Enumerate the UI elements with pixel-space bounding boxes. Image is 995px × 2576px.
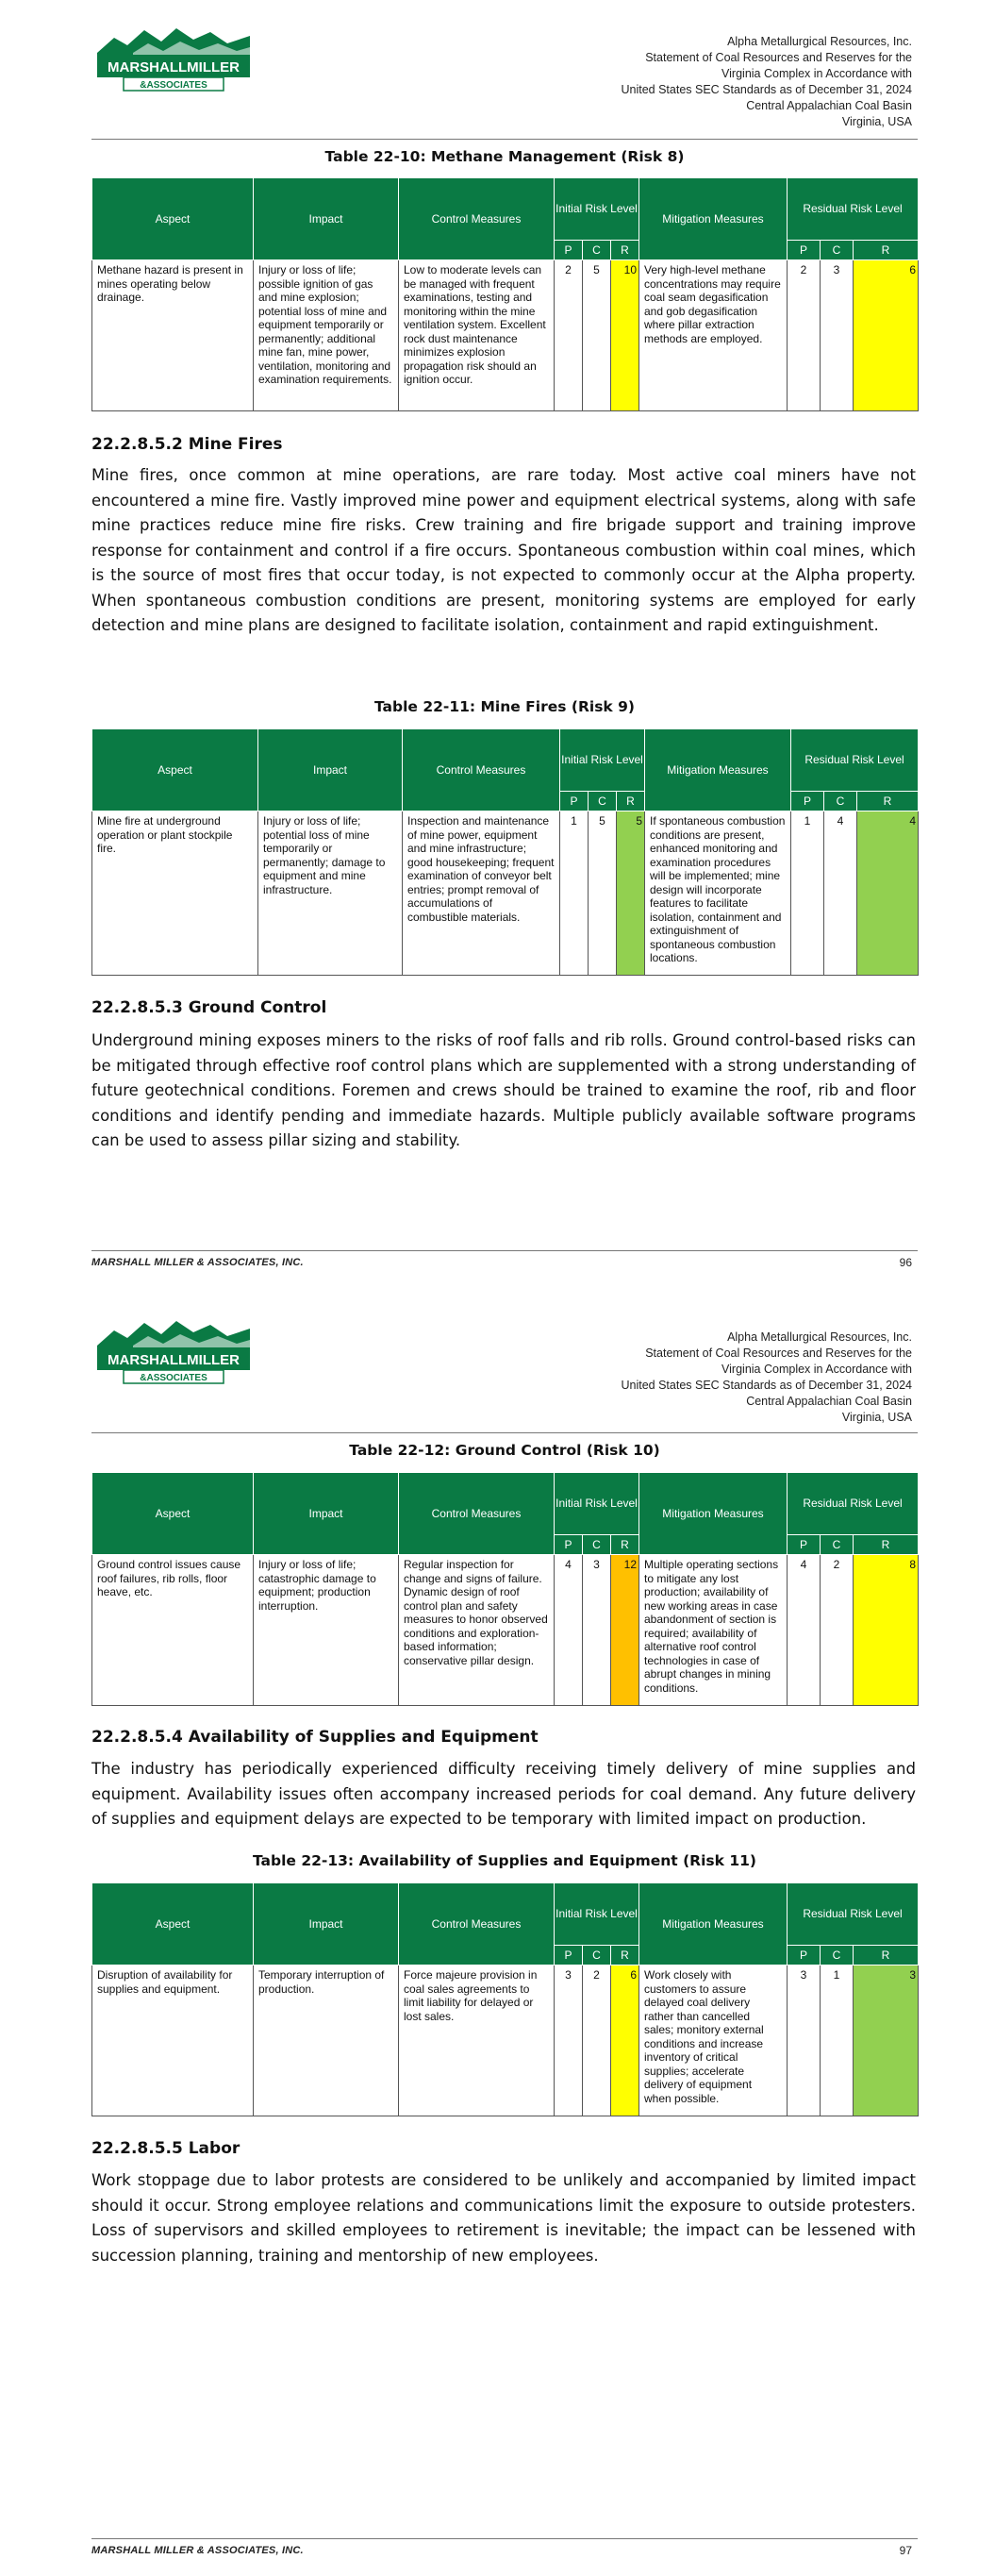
table-row — [92, 811, 919, 976]
marshall-miller-logo — [95, 25, 252, 92]
header-address — [621, 1330, 912, 1426]
header-p: P — [791, 792, 824, 811]
footer-company: MARSHALL MILLER & ASSOCIATES, INC. — [91, 1257, 304, 1268]
footer-divider — [91, 1250, 918, 1251]
header-line: Virginia Complex in Accordance with — [721, 1363, 912, 1376]
table-row — [92, 1555, 919, 1706]
cell-impact: Injury or loss of life; possible ignition of gas and mine explosion; potential loss of mine and equipment temporarily or permanently; additional mine fan, mine power, ventilation, monitoring and examination requirements. — [254, 260, 399, 411]
header-line: Statement of Coal Resources and Reserves for the — [645, 1347, 912, 1360]
header-impact: Impact — [254, 1883, 399, 1965]
header-impact: Impact — [254, 178, 399, 260]
header-p: P — [788, 1946, 821, 1965]
header-line: Central Appalachian Coal Basin — [746, 99, 912, 112]
cell-impact: Injury or loss of life; potential loss of mine temporarily or permanently; damage to equipment and mine infrastructure. — [258, 811, 403, 976]
cell-impact: Injury or loss of life; catastrophic damage to equipment; production interruption. — [254, 1555, 399, 1706]
page-number: 97 — [899, 2544, 912, 2557]
body-paragraph: Underground mining exposes miners to the risks of roof falls and rib rolls. Ground control-based risks can be mitigated through effective roof control plans which are supplemented with a strong understanding of future geotechnical conditions. Foremen and crews should be trained to examine the roof, rib and floor conditions and identify pending and immediate hazards. Multiple publicly available software programs can be used to assess pillar sizing and stability. — [91, 1031, 916, 1149]
header-r: R — [611, 1535, 639, 1555]
cell-aspect: Mine fire at underground operation or plant stockpile fire. — [92, 811, 258, 976]
cell-initial-p: 4 — [555, 1555, 583, 1706]
header-c: C — [589, 792, 617, 811]
header-mitigation: Mitigation Measures — [639, 1883, 788, 1965]
header-line: Alpha Metallurgical Resources, Inc. — [727, 1330, 912, 1344]
header-p: P — [555, 1946, 583, 1965]
body-paragraph: The industry has periodically experienced difficulty receiving timely delivery of mine supplies and equipment. Availability issues often accompany increased periods for coal demand. Any future delivery of supplies and equipment delays are expected to be temporary with limited impact on production. — [91, 1760, 916, 1828]
header-p: P — [788, 241, 821, 260]
svg-text:MARSHALLMILLER: MARSHALLMILLER — [108, 59, 240, 75]
marshall-miller-logo — [95, 1317, 252, 1385]
cell-initial-p: 3 — [555, 1965, 583, 2116]
cell-initial-p: 1 — [560, 811, 589, 976]
header-line: Central Appalachian Coal Basin — [746, 1395, 912, 1408]
table-title: Table 22-13: Availability of Supplies and Equipment (Risk 11) — [252, 1852, 757, 1869]
header-c: C — [824, 792, 857, 811]
table-title: Table 22-11: Mine Fires (Risk 9) — [373, 698, 635, 715]
header-r: R — [854, 1535, 919, 1555]
header-control-measures: Control Measures — [403, 729, 560, 811]
header-c: C — [821, 1946, 854, 1965]
header-c: C — [583, 1946, 611, 1965]
cell-residual-p: 3 — [788, 1965, 821, 2116]
cell-residual-p: 4 — [788, 1555, 821, 1706]
header-impact: Impact — [258, 729, 403, 811]
header-mitigation: Mitigation Measures — [639, 1473, 788, 1555]
table-title: Table 22-10: Methane Management (Risk 8) — [324, 148, 685, 165]
header-line: United States SEC Standards as of December 31, 2024 — [621, 83, 912, 96]
header-residual-risk: Residual Risk Level — [788, 178, 919, 241]
cell-residual-c: 2 — [821, 1555, 854, 1706]
header-c: C — [821, 1535, 854, 1555]
cell-residual-p: 2 — [788, 260, 821, 411]
cell-initial-c: 5 — [583, 260, 611, 411]
header-aspect: Aspect — [92, 178, 254, 260]
header-line: Alpha Metallurgical Resources, Inc. — [727, 35, 912, 48]
header-divider — [91, 139, 918, 140]
header-p: P — [788, 1535, 821, 1555]
table-row — [92, 260, 919, 411]
cell-initial-r: 5 — [617, 811, 645, 976]
header-line: Virginia, USA — [841, 1411, 912, 1424]
cell-residual-r: 6 — [854, 260, 919, 411]
header-initial-risk: Initial Risk Level — [555, 1473, 639, 1535]
table-row — [92, 1965, 919, 2116]
cell-residual-c: 1 — [821, 1965, 854, 2116]
header-residual-risk: Residual Risk Level — [788, 1883, 919, 1946]
header-line: Statement of Coal Resources and Reserves for the — [645, 51, 912, 64]
cell-residual-p: 1 — [791, 811, 824, 976]
header-mitigation: Mitigation Measures — [639, 178, 788, 260]
header-r: R — [857, 792, 919, 811]
header-control-measures: Control Measures — [399, 1473, 555, 1555]
risk-table-mine-fires — [91, 728, 919, 976]
header-initial-risk: Initial Risk Level — [560, 729, 645, 792]
header-impact: Impact — [254, 1473, 399, 1555]
cell-residual-c: 4 — [824, 811, 857, 976]
section-heading: 22.2.8.5.4 Availability of Supplies and Equipment — [91, 1728, 539, 1747]
header-residual-risk: Residual Risk Level — [788, 1473, 919, 1535]
footer-company: MARSHALL MILLER & ASSOCIATES, INC. — [91, 2545, 304, 2556]
header-divider — [91, 1432, 918, 1433]
header-residual-risk: Residual Risk Level — [791, 729, 919, 792]
svg-text:&ASSOCIATES: &ASSOCIATES — [140, 80, 207, 91]
header-c: C — [583, 241, 611, 260]
header-r: R — [611, 1946, 639, 1965]
header-initial-risk: Initial Risk Level — [555, 178, 639, 241]
cell-residual-r: 3 — [854, 1965, 919, 2116]
page-number: 96 — [899, 1256, 912, 1269]
cell-aspect: Ground control issues cause roof failures, rib rolls, floor heave, etc. — [92, 1555, 254, 1706]
svg-text:&ASSOCIATES: &ASSOCIATES — [140, 1373, 207, 1383]
header-control-measures: Control Measures — [399, 1883, 555, 1965]
cell-initial-r: 6 — [611, 1965, 639, 2116]
header-r: R — [611, 241, 639, 260]
cell-residual-r: 4 — [857, 811, 919, 976]
cell-aspect: Methane hazard is present in mines operating below drainage. — [92, 260, 254, 411]
cell-initial-c: 5 — [589, 811, 617, 976]
cell-aspect: Disruption of availability for supplies and equipment. — [92, 1965, 254, 2116]
cell-initial-r: 10 — [611, 260, 639, 411]
svg-text:MARSHALLMILLER: MARSHALLMILLER — [108, 1352, 240, 1368]
cell-control-measures: Force majeure provision in coal sales agreements to limit liability for delayed or lost sales. — [399, 1965, 555, 2116]
header-p: P — [560, 792, 589, 811]
risk-table-supplies — [91, 1882, 919, 2116]
header-r: R — [617, 792, 645, 811]
body-paragraph: Mine fires, once common at mine operations, are rare today. Most active coal miners have not encountered a mine fire. Vastly improved mine power and equipment electrical systems, along with safe mine practices reduce mine fire risks. Crew training and fire brigade support and training improve response for containment and control if a fire occurs. Spontaneous combustion within coal mines, which is the source of most fires that occur today, is not expected to commonly occur at the Alpha property. When spontaneous combustion conditions are present, monitoring systems are employed for early detection and mine plans are designed to facilitate isolation, containment and rapid extinguishment. — [91, 466, 916, 634]
header-c: C — [821, 241, 854, 260]
cell-mitigation: If spontaneous combustion conditions are present, enhanced monitoring and examination procedures will be implemented; mine design will incorporate features to facilitate isolation, containment and extinguishment of spontaneous combustion locations. — [645, 811, 791, 976]
header-p: P — [555, 241, 583, 260]
header-mitigation: Mitigation Measures — [645, 729, 791, 811]
body-paragraph: Work stoppage due to labor protests are considered to be unlikely and accompanied by limited impact should it occur. Strong employee relations and communications limit the exposure to outside protesters. Loss of supervisors and skilled employees to retirement is inevitable; the impact can be lessened with succession planning, training and mentorship of new employees. — [91, 2171, 916, 2265]
header-aspect: Aspect — [92, 729, 258, 811]
table-title: Table 22-12: Ground Control (Risk 10) — [349, 1442, 660, 1459]
cell-mitigation: Very high-level methane concentrations may require coal seam degasification and gob degasification where pillar extraction methods are employed. — [639, 260, 788, 411]
risk-table-methane — [91, 177, 919, 411]
section-heading: 22.2.8.5.2 Mine Fires — [91, 435, 283, 454]
section-heading: 22.2.8.5.5 Labor — [91, 2139, 240, 2158]
cell-mitigation: Work closely with customers to assure delayed coal delivery rather than cancelled sales; monitory external conditions and increase inventory of critical supplies; accelerate delivery of equipment when possible. — [639, 1965, 788, 2116]
cell-control-measures: Regular inspection for change and signs of failure. Dynamic design of roof control plan and safety measures to honor observed conditions and exploration-based information; conservative pillar design. — [399, 1555, 555, 1706]
cell-control-measures: Low to moderate levels can be managed with frequent examinations, testing and monitoring within the mine ventilation system. Excellent rock dust maintenance minimizes explosion propagation risk should an ignition occur. — [399, 260, 555, 411]
section-heading: 22.2.8.5.3 Ground Control — [91, 998, 327, 1017]
cell-initial-c: 2 — [583, 1965, 611, 2116]
header-r: R — [854, 241, 919, 260]
risk-table-ground-control — [91, 1472, 919, 1706]
header-c: C — [583, 1535, 611, 1555]
header-aspect: Aspect — [92, 1883, 254, 1965]
footer-divider — [91, 2538, 918, 2539]
cell-initial-p: 2 — [555, 260, 583, 411]
header-initial-risk: Initial Risk Level — [555, 1883, 639, 1946]
header-line: Virginia Complex in Accordance with — [721, 67, 912, 80]
page-97 — [0, 1288, 995, 2576]
cell-residual-c: 3 — [821, 260, 854, 411]
cell-residual-r: 8 — [854, 1555, 919, 1706]
header-control-measures: Control Measures — [399, 178, 555, 260]
cell-initial-r: 12 — [611, 1555, 639, 1706]
header-line: Virginia, USA — [841, 115, 912, 128]
header-address — [621, 34, 912, 130]
header-line: United States SEC Standards as of December 31, 2024 — [621, 1379, 912, 1392]
cell-impact: Temporary interruption of production. — [254, 1965, 399, 2116]
header-aspect: Aspect — [92, 1473, 254, 1555]
cell-control-measures: Inspection and maintenance of mine power, equipment and mine infrastructure; good housekeeping; frequent examination of conveyor belt entries; prompt removal of accumulations of combustible materials. — [403, 811, 560, 976]
header-p: P — [555, 1535, 583, 1555]
header-r: R — [854, 1946, 919, 1965]
cell-mitigation: Multiple operating sections to mitigate any lost production; availability of new working areas in case abandonment of section is required; availability of alternative roof control technologies in case of abrupt changes in mining conditions. — [639, 1555, 788, 1706]
cell-initial-c: 3 — [583, 1555, 611, 1706]
